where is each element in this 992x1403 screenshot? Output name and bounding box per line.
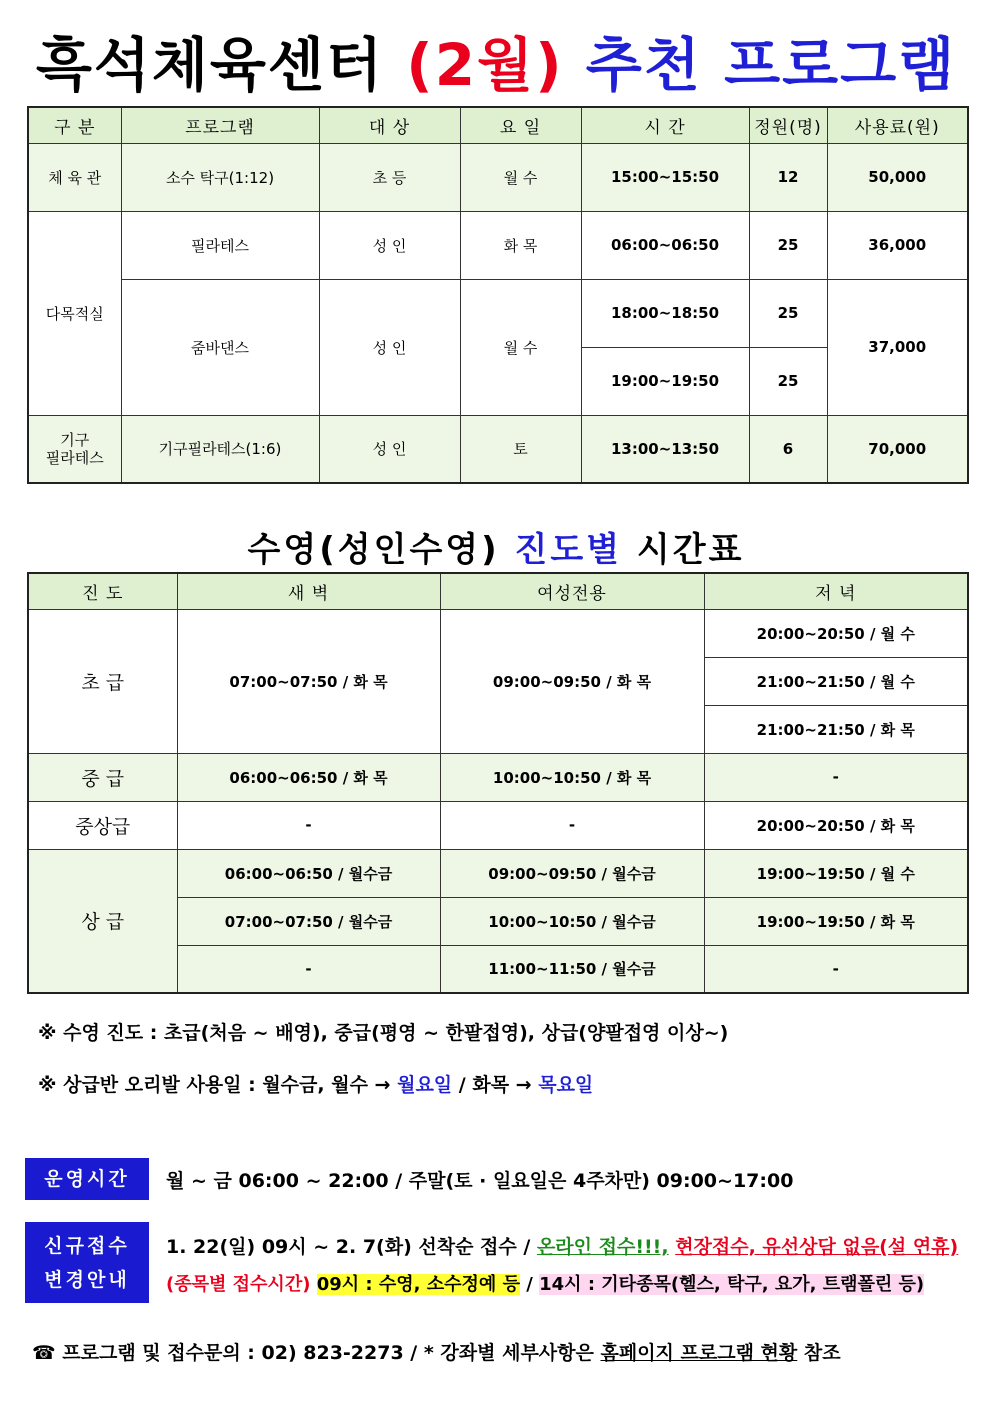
target-cell: 초 등: [319, 143, 460, 211]
registration-line-2: [166, 1270, 924, 1296]
table-row: [28, 279, 968, 347]
registration-period: 1. 22(일) 09시 ~ 2. 7(화) 선착순 접수 /: [166, 1236, 531, 1258]
note-swim-levels: ※ 수영 진도 : 초급(처음 ~ 배영), 중급(평영 ~ 한팔접영), 상급(양팔접영 이상~): [38, 1022, 729, 1044]
target-cell: 성 인: [319, 415, 460, 483]
capacity-cell: 6: [749, 415, 827, 483]
swim-section-title: [0, 522, 992, 571]
title-recommend: 추천: [585, 31, 702, 99]
evening-cell: 19:00~19:50 / 화 목: [704, 897, 968, 945]
note-fins-text: ※ 상급반 오리발 사용일 : 월수금, 월수 →: [38, 1074, 391, 1096]
women-cell: 11:00~11:50 / 월수금: [440, 945, 704, 993]
level-cell: 중상급: [28, 801, 177, 849]
category-cell: 체 육 관: [28, 143, 121, 211]
registration-label-1: 신규접수: [44, 1234, 130, 1257]
header-level: 진 도: [28, 573, 177, 609]
capacity-cell: 25: [749, 279, 827, 347]
title-center-name: 흑석체육센터: [35, 31, 384, 99]
time-cell: 13:00~13:50: [581, 415, 749, 483]
fee-cell: 70,000: [827, 415, 968, 483]
days-cell: 월 수: [460, 279, 581, 415]
capacity-cell: 12: [749, 143, 827, 211]
table-row: [28, 415, 968, 483]
header-dawn: 새 벽: [177, 573, 440, 609]
registration-label: [25, 1222, 149, 1303]
dawn-cell: -: [177, 945, 440, 993]
note-fins-monday: 월요일: [397, 1074, 453, 1096]
note-fins: [38, 1070, 593, 1097]
registration-line-1: [166, 1232, 958, 1259]
program-table: [27, 106, 969, 484]
contact-line: [32, 1338, 841, 1365]
hours-text: 월 ~ 금 06:00 ~ 22:00 / 주말(토 · 일요일은 4주차만) 09:00~17:00: [166, 1170, 794, 1192]
evening-cell: -: [704, 945, 968, 993]
swim-title-part2: 진도별: [514, 530, 623, 570]
registration-times-label: (종목별 접수시간): [166, 1274, 311, 1295]
capacity-cell: 25: [749, 211, 827, 279]
registration-online: 온라인 접수!!!,: [536, 1236, 669, 1258]
days-cell: 월 수: [460, 143, 581, 211]
registration-label-2: 변경안내: [44, 1268, 130, 1291]
note-fins-thursday: 목요일: [538, 1074, 594, 1096]
registration-time-14: 14시 : 기타종목(헬스, 탁구, 요가, 트램폴린 등): [539, 1274, 925, 1295]
header-target: 대 상: [319, 107, 460, 143]
header-women: 여성전용: [440, 573, 704, 609]
dawn-cell: -: [177, 801, 440, 849]
fee-cell: 36,000: [827, 211, 968, 279]
table-row: [28, 211, 968, 279]
swim-title-part1: 수영(성인수영): [247, 530, 500, 570]
page-title: [0, 18, 992, 102]
registration-time-9: 09시 : 수영, 소수정예 등: [316, 1274, 520, 1295]
title-month: (2월): [406, 31, 564, 99]
women-cell: -: [440, 801, 704, 849]
level-cell: 초 급: [28, 609, 177, 753]
header-evening: 저 녁: [704, 573, 968, 609]
dawn-cell: 06:00~06:50 / 화 목: [177, 753, 440, 801]
time-cell: 18:00~18:50: [581, 279, 749, 347]
program-cell: 소수 탁구(1:12): [121, 143, 319, 211]
days-cell: 토: [460, 415, 581, 483]
women-cell: 10:00~10:50 / 화 목: [440, 753, 704, 801]
fee-cell: 50,000: [827, 143, 968, 211]
program-cell: 필라테스: [121, 211, 319, 279]
registration-no-onsite: 현장접수, 유선상담 없음(설 연휴): [675, 1236, 959, 1258]
table-row: [28, 143, 968, 211]
time-cell: 15:00~15:50: [581, 143, 749, 211]
header-fee: 사용료(원): [827, 107, 968, 143]
category-cell: 다목적실: [28, 211, 121, 415]
header-category: 구 분: [28, 107, 121, 143]
evening-cell: 21:00~21:50 / 월 수: [704, 657, 968, 705]
women-cell: 09:00~09:50 / 화 목: [440, 609, 704, 753]
header-time: 시 간: [581, 107, 749, 143]
level-cell: 상 급: [28, 849, 177, 993]
dawn-cell: 07:00~07:50 / 화 목: [177, 609, 440, 753]
dawn-cell: 06:00~06:50 / 월수금: [177, 849, 440, 897]
time-cell: 06:00~06:50: [581, 211, 749, 279]
women-cell: 10:00~10:50 / 월수금: [440, 897, 704, 945]
target-cell: 성 인: [319, 211, 460, 279]
program-cell: 기구필라테스(1:6): [121, 415, 319, 483]
note-fins-text2: / 화목 →: [458, 1074, 532, 1096]
table-row: [28, 801, 968, 849]
days-cell: 화 목: [460, 211, 581, 279]
evening-cell: -: [704, 753, 968, 801]
evening-cell: 21:00~21:50 / 화 목: [704, 705, 968, 753]
time-cell: 19:00~19:50: [581, 347, 749, 415]
header-capacity: 정원(명): [749, 107, 827, 143]
hours-label: 운영시간: [25, 1158, 149, 1200]
contact-homepage: 홈페이지 프로그램 현황: [600, 1342, 798, 1364]
women-cell: 09:00~09:50 / 월수금: [440, 849, 704, 897]
contact-text: ☎ 프로그램 및 접수문의 : 02) 823-2273 / * 강좌별 세부사항은: [32, 1342, 594, 1364]
registration-sep: /: [526, 1274, 533, 1295]
target-cell: 성 인: [319, 279, 460, 415]
evening-cell: 20:00~20:50 / 월 수: [704, 609, 968, 657]
evening-cell: 20:00~20:50 / 화 목: [704, 801, 968, 849]
swim-table: [27, 572, 969, 994]
table-row: [28, 849, 968, 897]
table-row: [28, 753, 968, 801]
category-cell: 기구 필라테스: [28, 415, 121, 483]
fee-cell: 37,000: [827, 279, 968, 415]
swim-title-part3: 시간표: [636, 530, 745, 570]
header-program: 프로그램: [121, 107, 319, 143]
program-cell: 줌바댄스: [121, 279, 319, 415]
capacity-cell: 25: [749, 347, 827, 415]
contact-ref: 참조: [803, 1342, 841, 1364]
dawn-cell: 07:00~07:50 / 월수금: [177, 897, 440, 945]
table-row: [28, 609, 968, 657]
evening-cell: 19:00~19:50 / 월 수: [704, 849, 968, 897]
title-program: 프로그램: [724, 31, 957, 99]
header-days: 요 일: [460, 107, 581, 143]
level-cell: 중 급: [28, 753, 177, 801]
